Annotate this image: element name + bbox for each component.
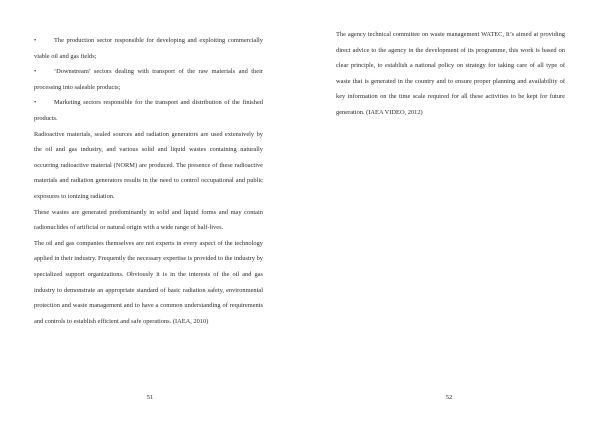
bullet-icon: •	[34, 68, 37, 76]
paragraph: Radioactive materials, sealed sources and radiation generators are used extensively by the oil and gas industry, and various solid and liquid wastes containing naturally occurring radioactive material (NORM) are produced. The presence of these radioactive materials and radiation generators results in the need to control occupational and public exposures to ionizing radiation.	[34, 130, 263, 200]
page-number: 51	[146, 394, 154, 401]
bullet-text: Marketing sectors responsible for the transport and distribution of the finished products.	[34, 99, 263, 122]
paragraph: The agency technical committee on waste management WATEC, It’s aimed at providing direct advice to the agency in the development of its programme, this work is based on clear principle, to establish a national policy on strategy for taking care of all type of waste that is generated in the country and to ensure proper planning and availability of key information on the time scale required for all these activities to be kept for future generation. (IAEA VIDEO, 2012)	[336, 31, 565, 116]
right-page-text	[336, 27, 565, 121]
right-page	[300, 0, 600, 424]
left-page-text	[34, 33, 263, 329]
bullet-item	[34, 64, 263, 95]
bullet-icon: •	[34, 99, 37, 107]
bullet-item	[34, 95, 263, 126]
page-number: 52	[445, 394, 453, 401]
paragraph: These wastes are generated predominantly in solid and liquid forms and may contain radionuclides of artificial or natural origin with a wide range of half-lives.	[34, 208, 263, 232]
bullet-text: The production sector responsible for developing and exploiting commercially viable oil and gas fields;	[34, 37, 263, 60]
paragraph: The oil and gas companies themselves are not experts in every aspect of the technology applied in their industry. Frequently the necessary expertise is provided to the industry by specialized support organizations. Obviously it is in the interests of the oil and gas industry to demonstrate an appropriate standard of basic radiation safety, environmental protection and waste management and to have a common understanding of requirements and controls to establish efficient and safe operations. (IAEA, 2010)	[34, 239, 263, 325]
bullet-text: ‘Downstream’ sectors dealing with transport of the raw materials and their processing into saleable products;	[34, 68, 263, 91]
bullet-icon: •	[34, 37, 37, 44]
bullet-item	[34, 33, 263, 64]
